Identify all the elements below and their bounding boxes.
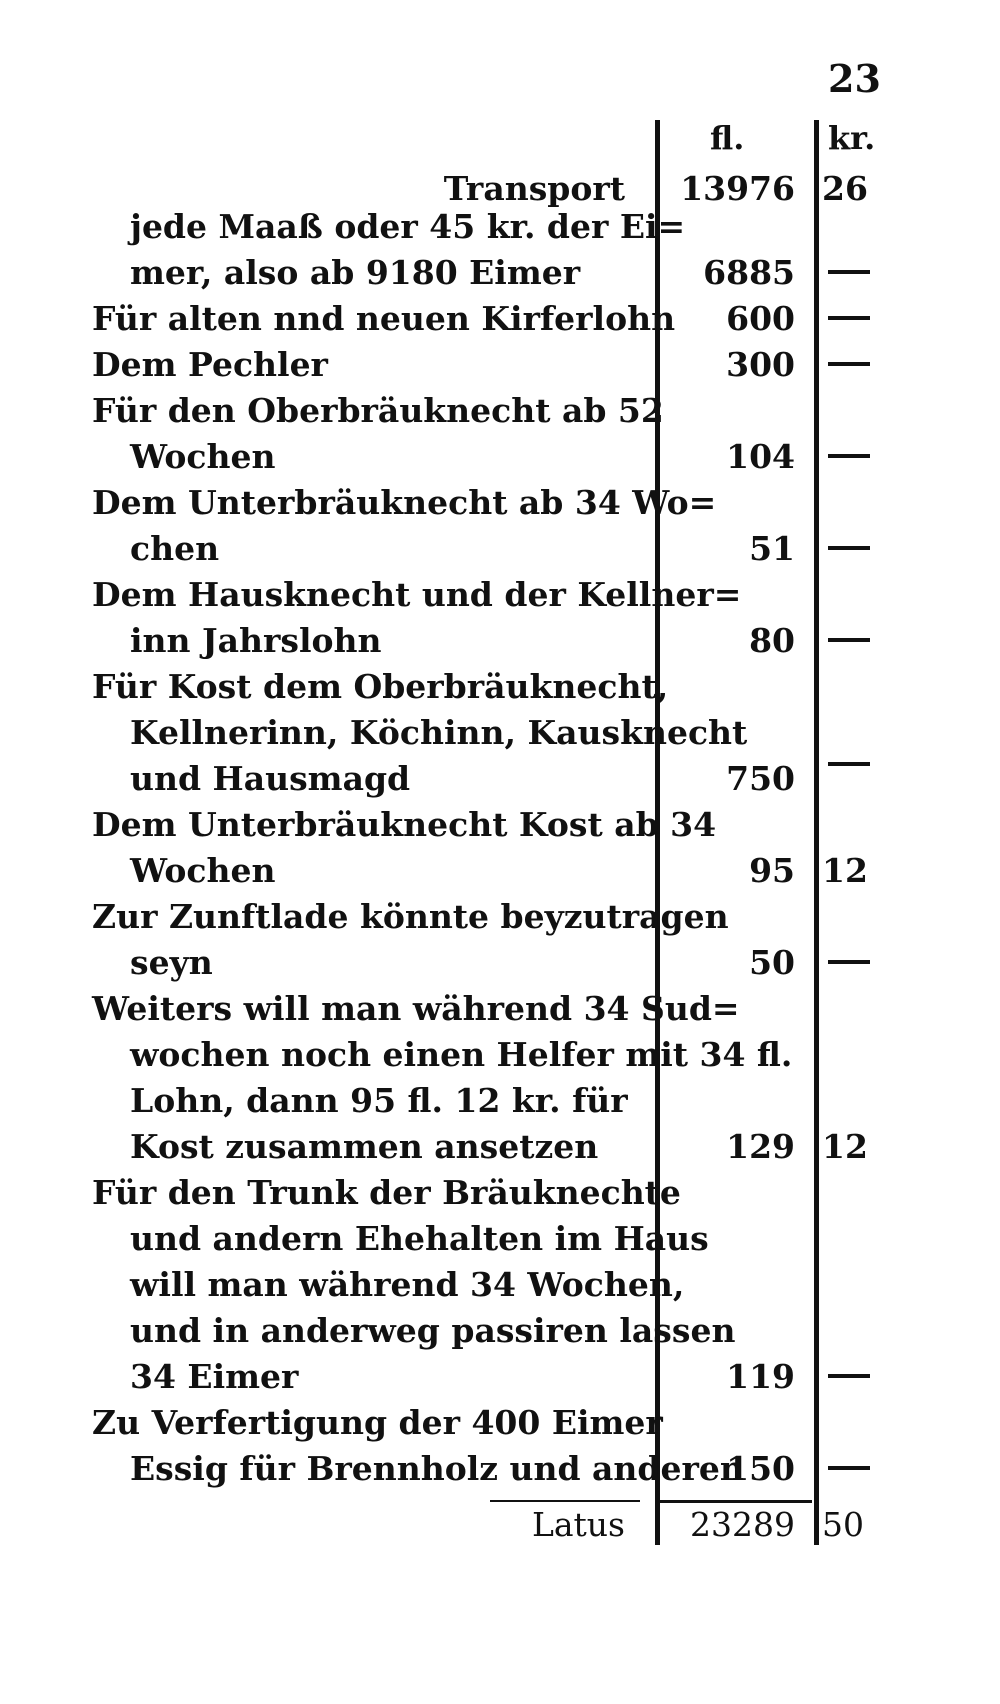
entry-line: Wochen <box>130 851 276 890</box>
amount-fl: 119 <box>726 1357 795 1396</box>
entry-line: Lohn, dann 95 fl. 12 kr. für <box>130 1081 628 1120</box>
amount-kr-dash <box>828 762 870 766</box>
entry-line: wochen noch einen Helfer mit 34 fl. <box>130 1035 793 1074</box>
entry-line: Essig für Brennholz und anderen <box>130 1449 744 1488</box>
entry-line: Für den Oberbräuknecht ab 52 <box>92 391 664 430</box>
amount-fl: 600 <box>726 299 795 338</box>
amount-kr-dash <box>828 1466 870 1470</box>
sum-rule-fl <box>660 1500 812 1503</box>
entry-line: will man während 34 Wochen, <box>130 1265 685 1304</box>
amount-fl: 300 <box>726 345 795 384</box>
column-header-fl: fl. <box>710 119 745 157</box>
amount-fl: 6885 <box>703 253 795 292</box>
entry-line: jede Maaß oder 45 kr. der Ei= <box>130 207 686 246</box>
amount-fl: 50 <box>749 943 795 982</box>
sum-rule-text <box>490 1500 640 1502</box>
amount-kr: 12 <box>822 1127 868 1166</box>
entry-line: und Hausmagd <box>130 759 411 798</box>
transport-kr: 26 <box>822 169 868 208</box>
amount-kr-dash <box>828 638 870 642</box>
entry-line: seyn <box>130 943 213 982</box>
amount-kr-dash <box>828 546 870 550</box>
amount-fl: 95 <box>749 851 795 890</box>
entry-line: Für alten nnd neuen Kirferlohn <box>92 299 676 338</box>
entry-line: Dem Hausknecht und der Kellner= <box>92 575 742 614</box>
amount-fl: 150 <box>726 1449 795 1488</box>
entry-line: Für Kost dem Oberbräuknecht, <box>92 667 669 706</box>
entry-line: Kost zusammen ansetzen <box>130 1127 599 1166</box>
entry-line: und andern Ehehalten im Haus <box>130 1219 709 1258</box>
amount-kr-dash <box>828 362 870 366</box>
amount-kr: 12 <box>822 851 868 890</box>
entry-line: Dem Unterbräuknecht Kost ab 34 <box>92 805 717 844</box>
latus-fl: 23289 <box>690 1505 795 1544</box>
entry-line: Zu Verfertigung der 400 Eimer <box>92 1403 663 1442</box>
entry-line: Weiters will man während 34 Sud= <box>92 989 740 1028</box>
latus-label: Latus <box>531 1505 625 1544</box>
entry-line: und in anderweg passiren lassen <box>130 1311 736 1350</box>
latus-kr: 50 <box>822 1505 864 1544</box>
column-rule-right <box>814 120 819 1545</box>
entry-line: Dem Unterbräuknecht ab 34 Wo= <box>92 483 717 522</box>
amount-fl: 104 <box>726 437 795 476</box>
amount-kr-dash <box>828 454 870 458</box>
transport-fl: 13976 <box>680 169 795 208</box>
column-header-kr: kr. <box>828 119 876 157</box>
amount-fl: 51 <box>749 529 795 568</box>
entry-line: chen <box>130 529 220 568</box>
amount-kr-dash <box>828 960 870 964</box>
entry-line: mer, also ab 9180 Eimer <box>130 253 581 292</box>
page-number: 23 <box>828 56 881 101</box>
amount-fl: 129 <box>726 1127 795 1166</box>
entry-line: inn Jahrslohn <box>130 621 382 660</box>
entry-line: Dem Pechler <box>92 345 328 384</box>
entry-line: Zur Zunftlade könnte beyzutragen <box>92 897 729 936</box>
entry-line: 34 Eimer <box>130 1357 299 1396</box>
transport-label: Transport <box>443 169 625 208</box>
amount-kr-dash <box>828 316 870 320</box>
amount-kr-dash <box>828 270 870 274</box>
amount-fl: 80 <box>749 621 795 660</box>
entry-line: Kellnerinn, Köchinn, Kausknecht <box>130 713 748 752</box>
entry-line: Für den Trunk der Bräuknechte <box>92 1173 681 1212</box>
entry-line: Wochen <box>130 437 276 476</box>
amount-kr-dash <box>828 1374 870 1378</box>
amount-fl: 750 <box>726 759 795 798</box>
